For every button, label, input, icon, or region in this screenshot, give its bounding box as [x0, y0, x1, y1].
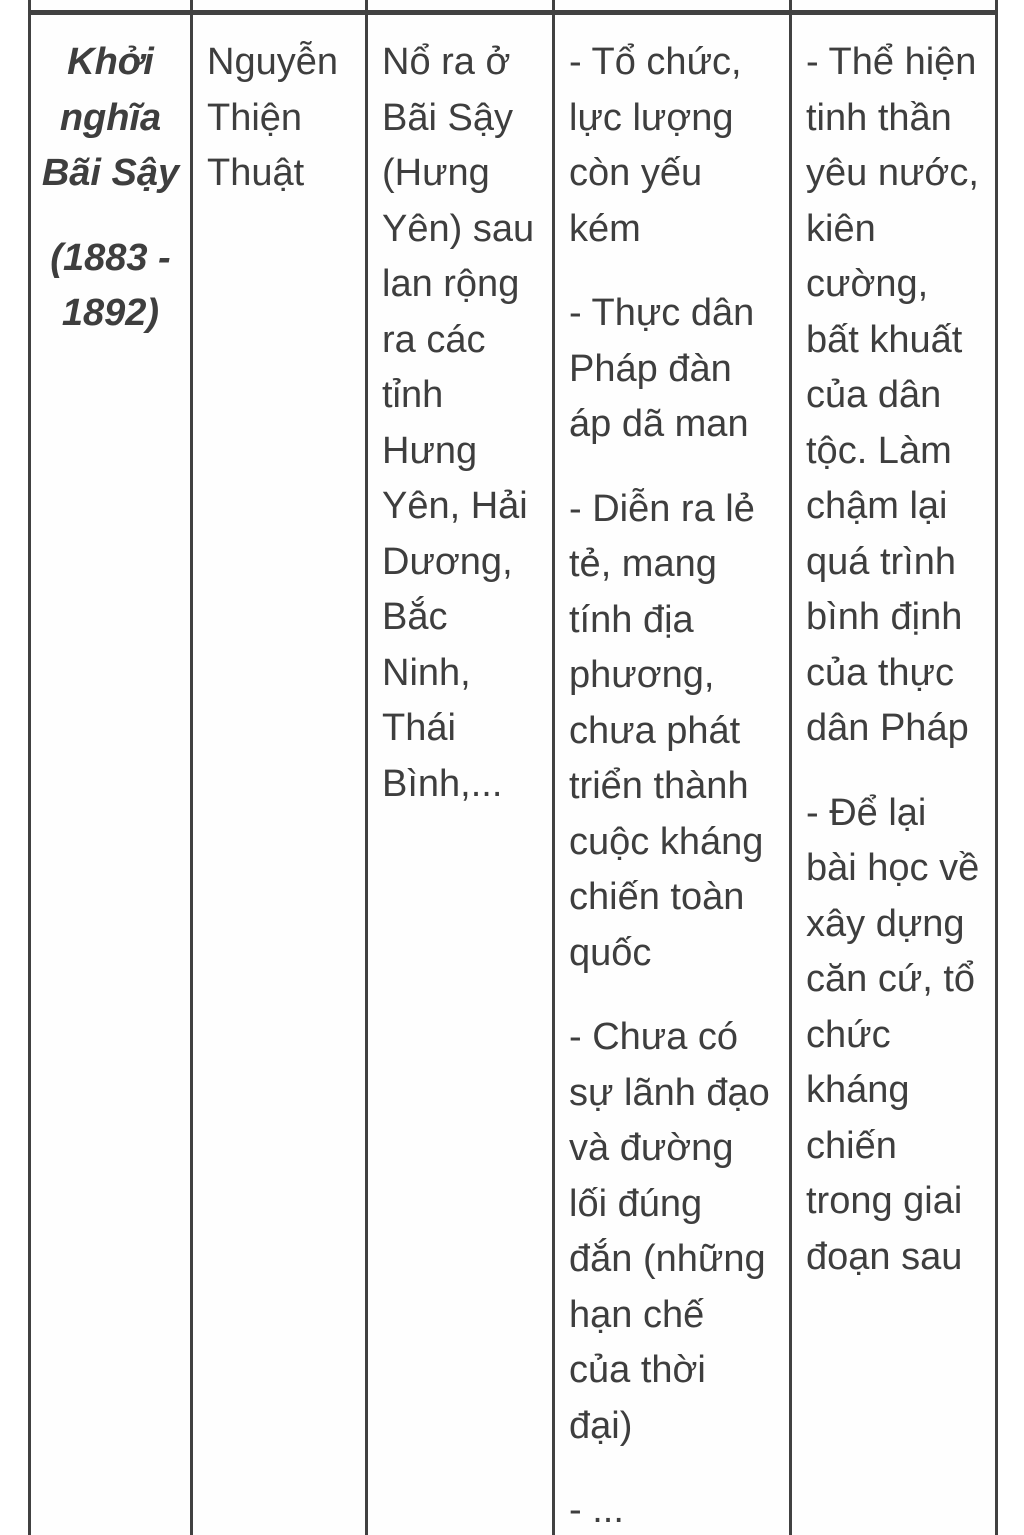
limitation-item: - Chưa có sự lãnh đạo và đường lối đúng đắn (những hạn chế của thời đại): [569, 1016, 770, 1447]
partial-cell: [192, 0, 367, 13]
course-text: Nổ ra ở Bãi Sậy (Hưng Yên) sau lan rộng ra các tỉnh Hưng Yên, Hải Dương, Bắc Ninh, Thái Bình,...: [382, 41, 535, 805]
partial-cell: [30, 0, 192, 13]
partial-cell: [367, 0, 554, 13]
leader-name-text: Nguyễn Thiện Thuật: [207, 41, 338, 194]
table-row-cutoff-top: [30, 0, 997, 13]
significance-item: - Thể hiện tinh thần yêu nước, kiên cường, bất khuất của dân tộc. Làm chậm lại quá trình bình định của thực dân Pháp: [806, 41, 979, 749]
limitation-item: - Tổ chức, lực lượng còn yếu kém: [569, 41, 742, 250]
cell-course-of-events: [367, 13, 554, 1535]
cell-leader: [192, 13, 367, 1535]
uprisings-table: [28, 0, 998, 1535]
limitation-item: - Diễn ra lẻ tẻ, mang tính địa phương, chưa phát triển thành cuộc kháng chiến toàn quốc: [569, 487, 764, 974]
partial-cell: [791, 0, 997, 13]
limitation-item: - Thực dân Pháp đàn áp dã man: [569, 292, 755, 445]
limitation-item: - ...: [569, 1489, 624, 1531]
uprising-years-text: (1883 - 1892): [50, 236, 171, 334]
significance-item: - Để lại bài học về xây dựng căn cứ, tổ chức kháng chiến trong giai đoạn sau: [806, 791, 980, 1278]
partial-cell: [554, 0, 791, 13]
uprising-name-text: Khởi nghĩa Bãi Sậy: [41, 41, 180, 194]
cell-significance: [791, 13, 997, 1535]
cell-limitations: [554, 13, 791, 1535]
cell-uprising-name: [30, 13, 192, 1535]
table-row-bai-say-uprising: [30, 13, 997, 1535]
